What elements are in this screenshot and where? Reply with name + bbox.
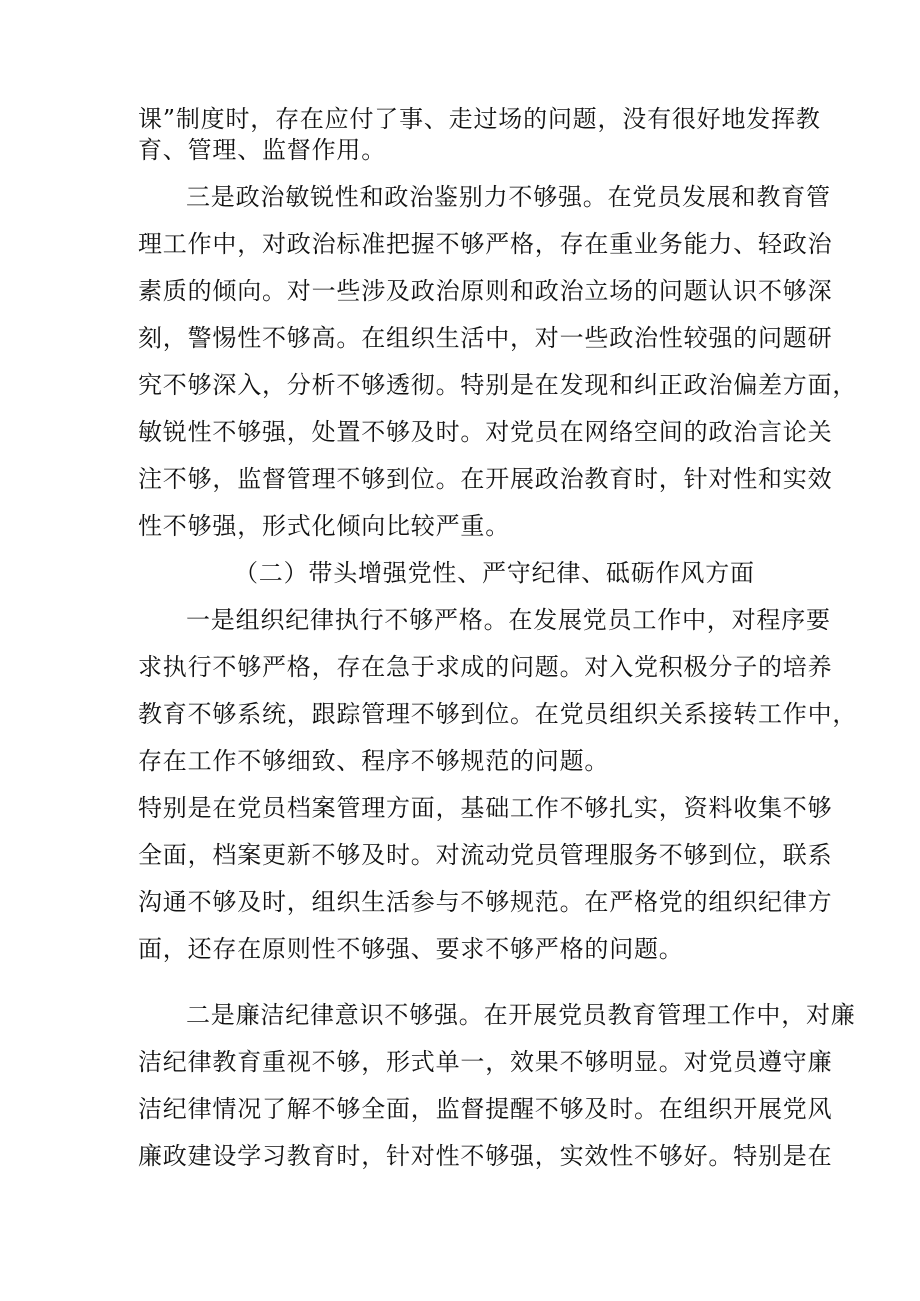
- text-line: 洁纪律教育重视不够，形式单一，效果不够明显。对党员遵守廉: [138, 1048, 833, 1076]
- text-line: 洁纪律情况了解不够全面，监督提醒不够及时。在组织开展党风: [138, 1095, 833, 1123]
- text-line: 刻，警惕性不够高。在组织生活中，对一些政治性较强的问题研: [138, 324, 833, 352]
- text-line: 注不够，监督管理不够到位。在开展政治教育时，针对性和实效: [138, 465, 833, 493]
- text-line: 存在工作不够细致、程序不够规范的问题。: [138, 747, 610, 775]
- text-line: 育、管理、监督作用。: [138, 136, 386, 164]
- text-line: 课”制度时，存在应付了事、走过场的问题，没有很好地发挥教: [138, 105, 821, 133]
- text-line: 沟通不够及时，组织生活参与不够规范。在严格党的组织纪律方: [138, 888, 833, 916]
- paragraph-first-line: 一是组织纪律执行不够严格。在发展党员工作中，对程序要: [186, 606, 831, 634]
- text-line: 面，还存在原则性不够强、要求不够严格的问题。: [138, 935, 684, 963]
- text-line: 教育不够系统，跟踪管理不够到位。在党员组织关系接转工作中，: [138, 700, 858, 728]
- text-line: 性不够强，形式化倾向比较严重。: [138, 512, 510, 540]
- text-line: 理工作中，对政治标准把握不够严格，存在重业务能力、轻政治: [138, 230, 833, 258]
- paragraph-first-line: 三是政治敏锐性和政治鉴别力不够强。在党员发展和教育管: [186, 183, 831, 211]
- text-line: 求执行不够严格，存在急于求成的问题。对入党积极分子的培养: [138, 653, 833, 681]
- text-line: 全面，档案更新不够及时。对流动党员管理服务不够到位，联系: [138, 841, 833, 869]
- section-heading: （二）带头增强党性、严守纪律、砥砺作风方面: [234, 559, 755, 587]
- text-line: 敏锐性不够强，处置不够及时。对党员在网络空间的政治言论关: [138, 418, 833, 446]
- text-line: 素质的倾向。对一些涉及政治原则和政治立场的问题认识不够深: [138, 277, 833, 305]
- text-line: 究不够深入，分析不够透彻。特别是在发现和纠正政治偏差方面，: [138, 371, 858, 399]
- text-line: 廉政建设学习教育时，针对性不够强，实效性不够好。特别是在: [138, 1142, 833, 1170]
- paragraph-first-line: 二是廉洁纪律意识不够强。在开展党员教育管理工作中，对廉: [186, 1001, 856, 1029]
- paragraph-first-line: 特别是在党员档案管理方面，基础工作不够扎实，资料收集不够: [138, 794, 833, 822]
